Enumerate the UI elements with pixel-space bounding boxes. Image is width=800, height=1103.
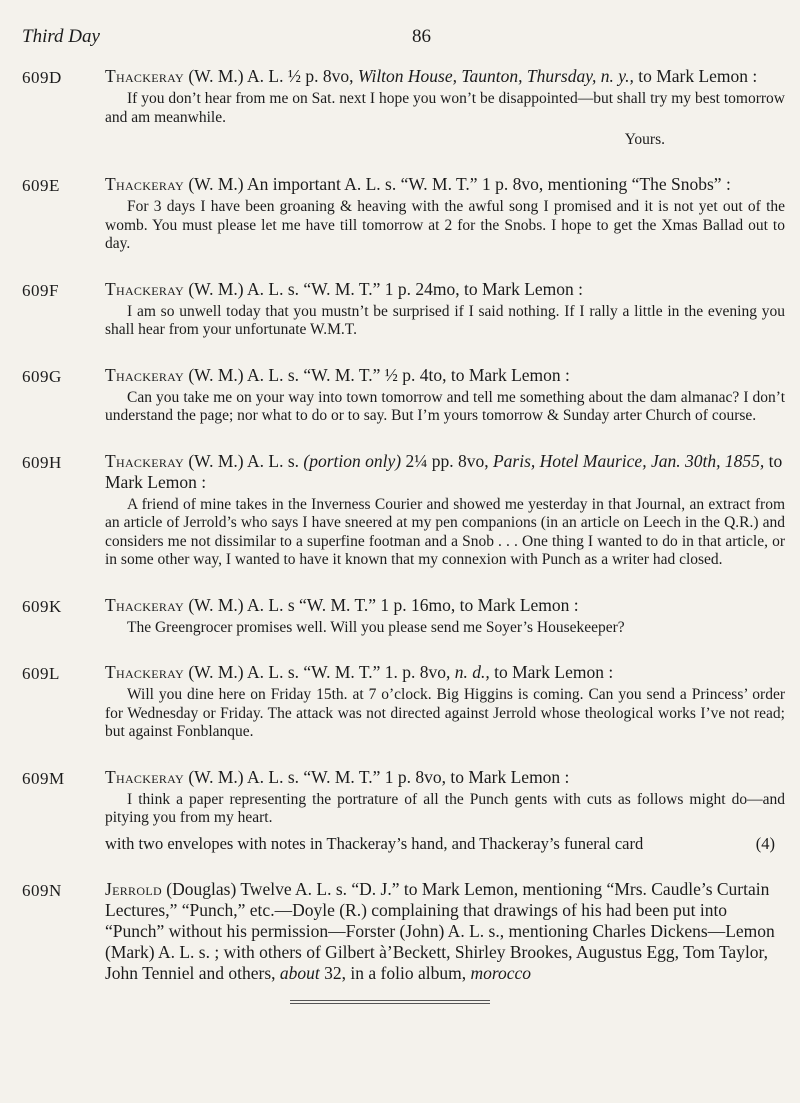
lot-number: 609H (22, 452, 62, 472)
catalogue-entry (0, 595, 800, 638)
catalogue-entries (0, 66, 800, 1029)
entry-heading: Thackeray (W. M.) A. L. s. “W. M. T.” 1 p. 24mo, to Mark Lemon : (105, 278, 584, 299)
letter-signoff: Yours. (624, 131, 665, 148)
lot-number: 609F (22, 280, 59, 300)
author-name: Thackeray (105, 662, 184, 682)
author-name: Thackeray (105, 594, 184, 615)
letter-excerpt: If you don’t hear from me on Sat. next I hope you won’t be disappointed—but shall try my best tomorrow and am meanwhile. (105, 90, 785, 126)
letter-excerpt: Will you dine here on Friday 15th. at 7 o’clock. Big Higgins is coming. Can you send a Princess’ order for Wednesday or Friday. The attack was not directed against Jerrold whose theological works I’ve not read; but against Fonblanque. (105, 686, 785, 740)
author-name: Thackeray (105, 174, 184, 194)
entry-heading: Thackeray (W. M.) A. L. s. (portion only) 2¼ pp. 8vo, Paris, Hotel Maurice, Jan. 30th, 1855, to Mark Lemon : (105, 450, 783, 492)
lot-number: 609K (22, 596, 62, 616)
entry-heading: Thackeray (W. M.) A. L. s “W. M. T.” 1 p. 16mo, to Mark Lemon : (105, 594, 579, 615)
entry-heading: Thackeray (W. M.) A. L. s. “W. M. T.” ½ p. 4to, to Mark Lemon : (105, 364, 570, 385)
catalogue-entry (0, 662, 800, 742)
lot-number: 609G (22, 366, 62, 386)
letter-excerpt: I think a paper representing the portrature of all the Punch gents with cuts as follows might do—and pitying you from my heart. (105, 790, 785, 826)
catalogue-entry (0, 365, 800, 426)
letter-excerpt: Can you take me on your way into town tomorrow and tell me something about the dam almanac? I don’t understand the page; nor what to do or to say. But I’m yours tomorrow & Sunday arter Church of course. (105, 388, 785, 424)
catalogue-entry (0, 767, 800, 854)
lot-number: 609L (22, 664, 60, 683)
letter-excerpt: For 3 days I have been groaning & heaving with the awful song I promised and it is not yet out of the womb. You must please let me have till tomorrow at 2 for the Snobs. I hope to get the Xmas Ballad out to day. (105, 198, 785, 252)
entry-heading: Thackeray (W. M.) A. L. s. “W. M. T.” 1 p. 8vo, to Mark Lemon : (105, 766, 570, 787)
letter-excerpt: A friend of mine takes in the Inverness Courier and showed me yesterday in that Journal, an extract from an article of Jerrold’s who says I have sneered at my pen companions (in an article on Leech in the Q.R.) and considers me not dissimilar to a superfine footman and a Snob . . . One thing I wanted to do in that article, or in some other way, I wanted to have it known that my connexion with Punch as a writer had closed. (105, 495, 785, 568)
page-header (22, 26, 772, 58)
lot-number: 609M (22, 768, 65, 788)
lot-additional-items: (4) with two envelopes with notes in Thackeray’s hand, and Thackeray’s funeral card (105, 833, 775, 853)
author-name: Thackeray (105, 66, 184, 86)
entry-heading: Thackeray (W. M.) A. L. ½ p. 8vo, Wilton House, Taunton, Thursday, n. y., to Mark Lemon : (105, 66, 758, 86)
lot-number: 609N (22, 880, 62, 900)
lot-number: 609D (22, 68, 62, 87)
author-name: Thackeray (105, 766, 184, 787)
author-name: Thackeray (105, 364, 184, 385)
sale-day: Third Day (22, 26, 100, 47)
entry-heading: Thackeray (W. M.) A. L. s. “W. M. T.” 1. p. 8vo, n. d., to Mark Lemon : (105, 662, 614, 682)
page-number: 86 (412, 26, 431, 47)
lot-number: 609E (22, 176, 60, 195)
letter-excerpt: The Greengrocer promises well. Will you please send me Soyer’s Housekeeper? (127, 618, 625, 636)
catalogue-entry (0, 279, 800, 340)
catalogue-entry (0, 66, 800, 149)
divider-rule (290, 1000, 490, 1004)
catalogue-entry (0, 451, 800, 570)
author-name: Thackeray (105, 450, 184, 471)
catalogue-entry (0, 174, 800, 254)
item-count: (4) (755, 833, 775, 853)
catalogue-entry (0, 879, 800, 1004)
entry-heading: Jerrold (Douglas) Twelve A. L. s. “D. J.” to Mark Lemon, mentioning “Mrs. Caudle’s Curtain Lectures,” “Punch,” etc.—Doyle (R.) complaining that drawings of his had been put into “Punch” without his permission—Forster (John) A. L. s., mentioning Charles Dickens—Lemon (Mark) A. L. s. ; with others of Gilbert à’Beckett, Shirley Brookes, Augustus Egg, Tom Taylor, John Tenniel and others, about 32, in a folio album, morocco (105, 878, 775, 983)
letter-excerpt: I am so unwell today that you mustn’t be surprised if I said nothing. If I rally a little in the evening you shall hear from your unfortunate W.M.T. (105, 302, 785, 338)
author-name: Jerrold (105, 878, 162, 899)
author-name: Thackeray (105, 278, 184, 299)
entry-heading: Thackeray (W. M.) An important A. L. s. “W. M. T.” 1 p. 8vo, mentioning “The Snobs” : (105, 174, 731, 194)
